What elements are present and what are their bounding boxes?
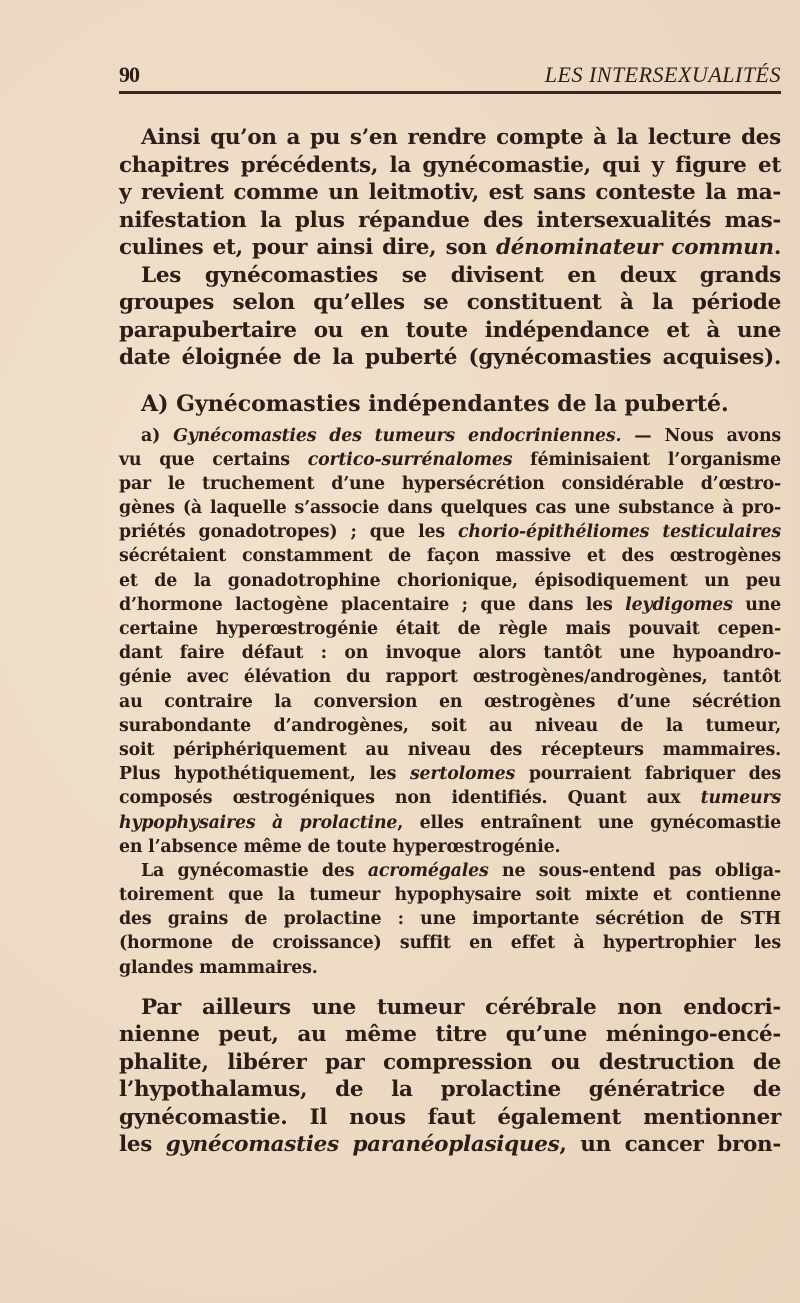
text-line (119, 811, 781, 835)
emphasis-text: chorio-épithéliomes testiculaires (458, 522, 781, 543)
emphasis-text: sertolomes (409, 764, 516, 785)
text-line: surabondante d’androgènes, soit au niveau de la tumeur, (119, 715, 781, 736)
text-line (119, 234, 781, 262)
text-run: d’hormone lactogène placentaire ; que dans les (119, 594, 626, 615)
text-line: Par ailleurs une tumeur cérébrale non endocri- (141, 994, 781, 1020)
text-line: glandes mammaires. (119, 957, 318, 978)
text-line: parapubertaire ou en toute indépendance et à une (119, 317, 781, 343)
list-marker: a) (141, 425, 174, 446)
text-line: Les gynécomasties se divisent en deux grands (141, 262, 781, 288)
text-line: date éloignée de la puberté (gynécomasties acquises). (119, 345, 781, 370)
text-line: toirement que la tumeur hypophysaire soit mixte et contienne (119, 885, 781, 906)
body-text (119, 124, 781, 1159)
text-run: . (773, 235, 781, 260)
text-run: culines et, pour ainsi dire, son (119, 235, 497, 260)
text-run: féminisaient l’organisme (512, 449, 781, 470)
text-line (119, 424, 781, 448)
text-line: nifestation la plus répandue des intersexualités mas- (119, 207, 781, 233)
text-run: vu que certains (119, 449, 308, 470)
emphasis-text: hypophysaires à prolactine (119, 812, 398, 833)
text-line: l’hypothalamus, de la prolactine génératrice de (119, 1077, 781, 1103)
subsection-title: Gynécomasties des tumeurs endocriniennes. (173, 425, 622, 446)
text-run: , un cancer bron- (559, 1132, 781, 1158)
text-run: une (732, 594, 782, 615)
paragraph-acromegaly (119, 859, 781, 980)
text-line: gènes (à laquelle s’associe dans quelques cas une substance à pro- (119, 498, 781, 519)
text-line: sécrétaient constamment de façon massive et des œstrogènes (119, 546, 781, 567)
text-run: pourraient fabriquer des (515, 764, 781, 785)
text-run: , elles entraînent une gynécomastie (397, 812, 782, 833)
text-run: ne sous-entend pas obliga- (488, 860, 782, 881)
text-line: chapitres précédents, la gynécomastie, qui y figure et (119, 152, 781, 178)
emphasis-text: dénominateur commun (496, 235, 774, 260)
text-line: groupes selon qu’elles se constituent à la période (119, 290, 781, 315)
text-line: (hormone de croissance) suffit en effet à hypertrophier les (119, 933, 781, 954)
text-line: et de la gonadotrophine chorionique, épisodiquement un peu (119, 570, 781, 591)
emphasis-text: tumeurs (700, 788, 781, 809)
text-run: priétés gonadotropes) ; que les (119, 522, 459, 543)
text-line (119, 593, 781, 617)
text-line: dant faire défaut : on invoque alors tantôt une hypoandro- (119, 643, 781, 664)
paragraph-cerebral-tumor (119, 994, 781, 1159)
text-line: soit périphériquement au niveau des récepteurs mammaires. (119, 739, 781, 760)
text-line: phalite, libérer par compression ou destruction de (119, 1049, 781, 1075)
emphasis-text: cortico-surrénalomes (307, 449, 513, 470)
emphasis-text: leydigomes (625, 594, 733, 615)
page-number: 90 (119, 62, 139, 87)
spacer (119, 980, 781, 994)
text-line (119, 762, 781, 786)
text-line: au contraire la conversion en œstrogènes d’une sécrétion (119, 691, 781, 712)
section-heading: A) Gynécomasties indépendantes de la puberté. (141, 390, 729, 417)
text-line: certaine hyperœstrogénie était de règle mais pouvait cepen- (119, 619, 781, 639)
text-run: — Nous avons (621, 425, 781, 446)
text-line: nienne peut, au même titre qu’une méningo-encé- (119, 1022, 781, 1048)
text-run: Plus hypothétiquement, les (119, 764, 410, 785)
text-line: Ainsi qu’on a pu s’en rendre compte à la lecture des (141, 125, 781, 150)
text-line: des grains de prolactine : une importante sécrétion de STH (119, 909, 781, 930)
text-run: La gynécomastie des (141, 860, 368, 881)
text-run: les (119, 1132, 166, 1158)
text-line (119, 1131, 781, 1159)
paragraph-intro (119, 124, 781, 262)
paragraph-groups (119, 262, 781, 372)
text-line (119, 859, 781, 883)
text-line: y revient comme un leitmotiv, est sans conteste la ma- (119, 180, 781, 205)
paragraph-endocrine-tumors (119, 424, 781, 859)
header-rule (119, 91, 781, 94)
text-line: par le truchement d’une hypersécrétion considérable d’œstro- (119, 473, 781, 494)
emphasis-text: acromégales (367, 860, 489, 881)
text-line: génie avec élévation du rapport œstrogènes/androgènes, tantôt (119, 667, 781, 688)
text-line (119, 786, 781, 810)
text-line: gynécomastie. Il nous faut également mentionner (119, 1104, 781, 1130)
text-line (119, 448, 781, 472)
text-line: en l’absence même de toute hyperœstrogénie. (119, 836, 561, 857)
running-title: LES INTERSEXUALITÉS (544, 62, 781, 87)
emphasis-text: gynécomasties paranéoplasiques (165, 1132, 560, 1158)
text-run: composés œstrogéniques non identifiés. Quant aux (119, 788, 701, 809)
text-line (119, 520, 781, 544)
running-head (119, 62, 781, 88)
